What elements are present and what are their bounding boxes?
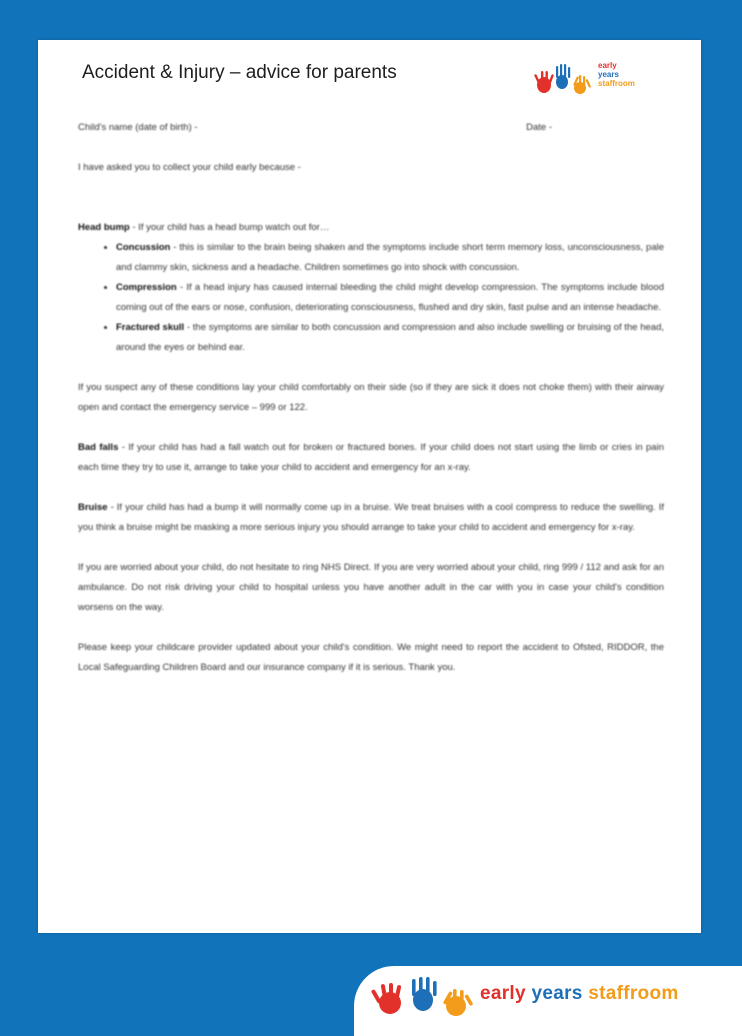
list-item: • Fractured skull - the symptoms are similar to both concussion and compression and also include swelling or bruising of the head, around the eyes or behind ear. (116, 318, 664, 358)
document-page (38, 40, 701, 933)
footer-hands-icon (368, 976, 478, 1020)
bruise-paragraph: Bruise - If your child has had a bump it will normally come up in a bruise. We treat bruises with a cool compress to reduce the swelling. If you think a bruise might be masking a more serious injury you should arrange to take your child to accident and emergency for x-ray. (78, 502, 664, 533)
head-bump-intro: - If your child has a head bump watch out for… (129, 222, 330, 233)
list-item: • Compression - If a head injury has caused internal bleeding the child might develop compression. The symptoms include blood coming out of the ears or nose, confusion, deteriorating consciousness, flushed and dry skin, fast pulse and an intense headache. (116, 278, 664, 318)
suspect-paragraph: If you suspect any of these conditions lay your child comfortably on their side (so if they are sick it does not choke them) with their airway open and contact the emergency service – 999 or 122. (78, 382, 664, 413)
bad-falls-paragraph: Bad falls - If your child has had a fall watch out for broken or fractured bones. If your child does not start using the limb or cries in pain each time they try to use it, arrange to take your child to accident and emergency for an x-ray. (78, 442, 664, 473)
footer-brand-text: early years staffroom (480, 983, 679, 1004)
document-title: Accident & Injury – advice for parents (82, 62, 397, 83)
head-bump-list (78, 238, 664, 358)
footer-brand-logo (354, 966, 742, 1036)
head-bump-section (78, 218, 664, 358)
header-logo-text: early years staffroom (598, 61, 635, 88)
collect-reason: I have asked you to collect your child early because - (78, 162, 301, 173)
head-bump-label: Head bump (78, 222, 130, 233)
form-fields (78, 118, 664, 138)
worried-paragraph: If you are worried about your child, do not hesitate to ring NHS Direct. If you are very worried about your child, ring 999 / 112 and ask for an ambulance. Do not risk driving your child to hospital unless you have another adult in the car with you in case your child's condition worsens on the way. (78, 562, 664, 613)
hands-logo-icon (532, 60, 594, 100)
child-name-field: Child's name (date of birth) - (78, 122, 198, 133)
closing-paragraph: Please keep your childcare provider updated about your child's condition. We might need to report the accident to Ofsted, RIDDOR, the Local Safeguarding Children Board and our insurance company if it is serious. Thank you. (78, 642, 664, 673)
list-item: • Concussion - this is similar to the brain being shaken and the symptoms include short term memory loss, unconsciousness, pale and clammy skin, sickness and a headache. Children sometimes go into shock with concussion. (116, 238, 664, 278)
header-logo (532, 60, 660, 104)
document-body (78, 118, 664, 698)
date-field: Date - (526, 122, 552, 133)
